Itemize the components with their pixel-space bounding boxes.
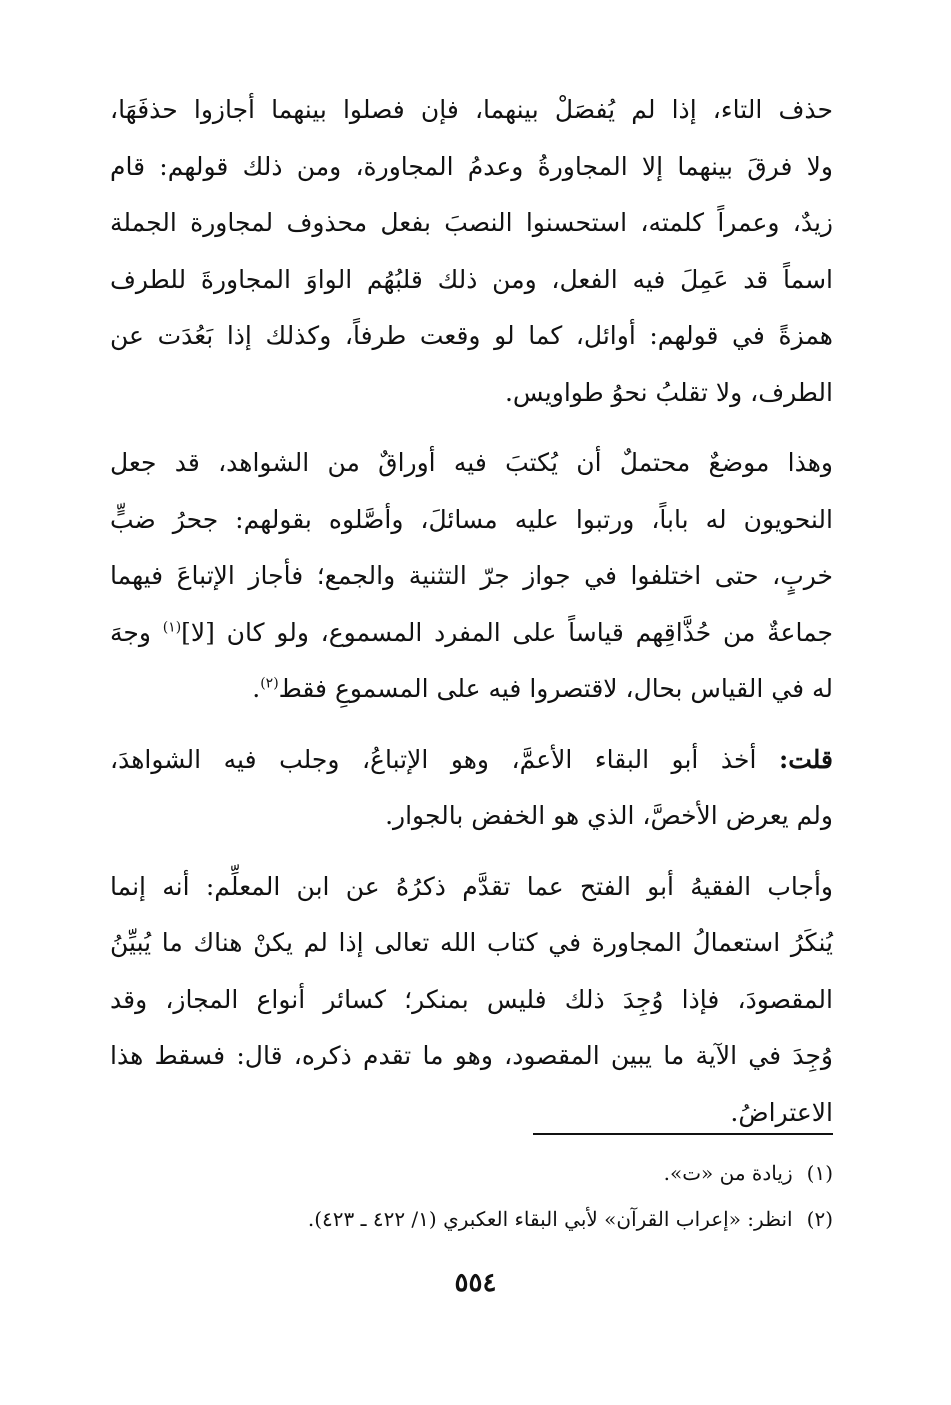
text-line: خربٍ، حتى اختلفوا في جواز جرّ التثنية والجمع؛ فأجاز الإتباعَ فيهما <box>110 561 833 590</box>
text-line <box>110 661 833 718</box>
text-line: وُجِدَ في الآية ما يبين المقصود، وهو ما تقدم ذكره، قال: فسقط هذا <box>110 1041 833 1070</box>
text-line: وهذا موضعٌ محتملٌ أن يُكتبَ فيه أوراقٌ من الشواهد، قد جعل <box>110 448 833 477</box>
text-line <box>110 605 833 662</box>
paragraph-2 <box>110 435 833 718</box>
footnote-text: زيادة من «ت». <box>663 1161 793 1185</box>
footnote-2 <box>110 1196 833 1242</box>
text-line: يُنكَرُ استعمالُ المجاورة في كتاب الله تعالى إذا لم يكنْ هناك ما يُبيِّنُ <box>110 928 833 957</box>
text-segment: جماعةٌ من حُذَّاقِهم قياساً على المفرد المسموع، ولو كان [لا] <box>181 617 833 647</box>
text-line <box>110 732 833 789</box>
text-line: اسماً قد عَمِلَ فيه الفعل، ومن ذلك قلبُهُم الواوَ المجاورةَ للطرف <box>110 264 833 294</box>
footnote-ref-1: (١) <box>162 619 182 636</box>
text-line: النحويون له باباً، ورتبوا عليه مسائلَ، وأصَّلوه بقولهم: جحرُ ضبٍّ <box>110 504 833 534</box>
text-line: وأجاب الفقيهُ أبو الفتح عما تقدَّم ذكرُهُ عن ابن المعلِّم: أنه إنما <box>110 871 833 901</box>
text-line: الاعتراضُ. <box>730 1097 833 1127</box>
footnote-text: انظر: «إعراب القرآن» لأبي البقاء العكبري (١/ ٤٢٢ ـ ٤٢٣). <box>307 1207 793 1231</box>
note-lead: قلت: <box>778 744 833 774</box>
paragraph-1 <box>110 82 833 421</box>
paragraph-3 <box>110 732 833 845</box>
footnote-divider <box>533 1133 833 1135</box>
text-segment: وجهَ <box>110 617 151 647</box>
text-line: همزةً في قولهم: أوائل، كما لو وقعت طرفاً، وكذلك إذا بَعُدَت عن <box>110 321 833 350</box>
text-segment: . <box>252 674 261 703</box>
text-segment: أخذ أبو البقاء الأعمَّ، وهو الإتباعُ، وجلب فيه الشواهدَ، <box>110 744 779 774</box>
page-number: ٥٥٤ <box>454 1268 497 1298</box>
text-line: حذف التاء، إذا لم يُفصَلْ بينهما، فإن فصلوا بينهما أجازوا حذفَهَا، <box>110 95 833 124</box>
footnote-number: (١) <box>806 1161 833 1185</box>
text-line: زيدٌ، وعمراً كلمته، استحسنوا النصبَ بفعل محذوف لمجاورة الجملة <box>110 208 833 237</box>
text-line: الطرف، ولا تقلبُ نحوُ طواويس. <box>504 377 833 407</box>
footnotes <box>110 1150 833 1242</box>
text-line: المقصودَ، فإذا وُجِدَ ذلك فليس بمنكر؛ كسائر أنواع المجاز، وقد <box>110 984 833 1014</box>
footnote-number: (٢) <box>806 1207 833 1231</box>
text-segment: له في القياس بحال، لاقتصروا فيه على المسموعِ فقط <box>278 674 833 703</box>
text-line: ولم يعرض الأخصَّ، الذي هو الخفض بالجوار. <box>385 801 833 830</box>
footnote-1 <box>110 1150 833 1196</box>
text-line: ولا فرقَ بينهما إلا المجاورةُ وعدمُ المجاورة، ومن ذلك قولهم: قام <box>110 151 833 181</box>
paragraph-4 <box>110 859 833 1142</box>
footnote-ref-2: (٢) <box>260 675 279 692</box>
